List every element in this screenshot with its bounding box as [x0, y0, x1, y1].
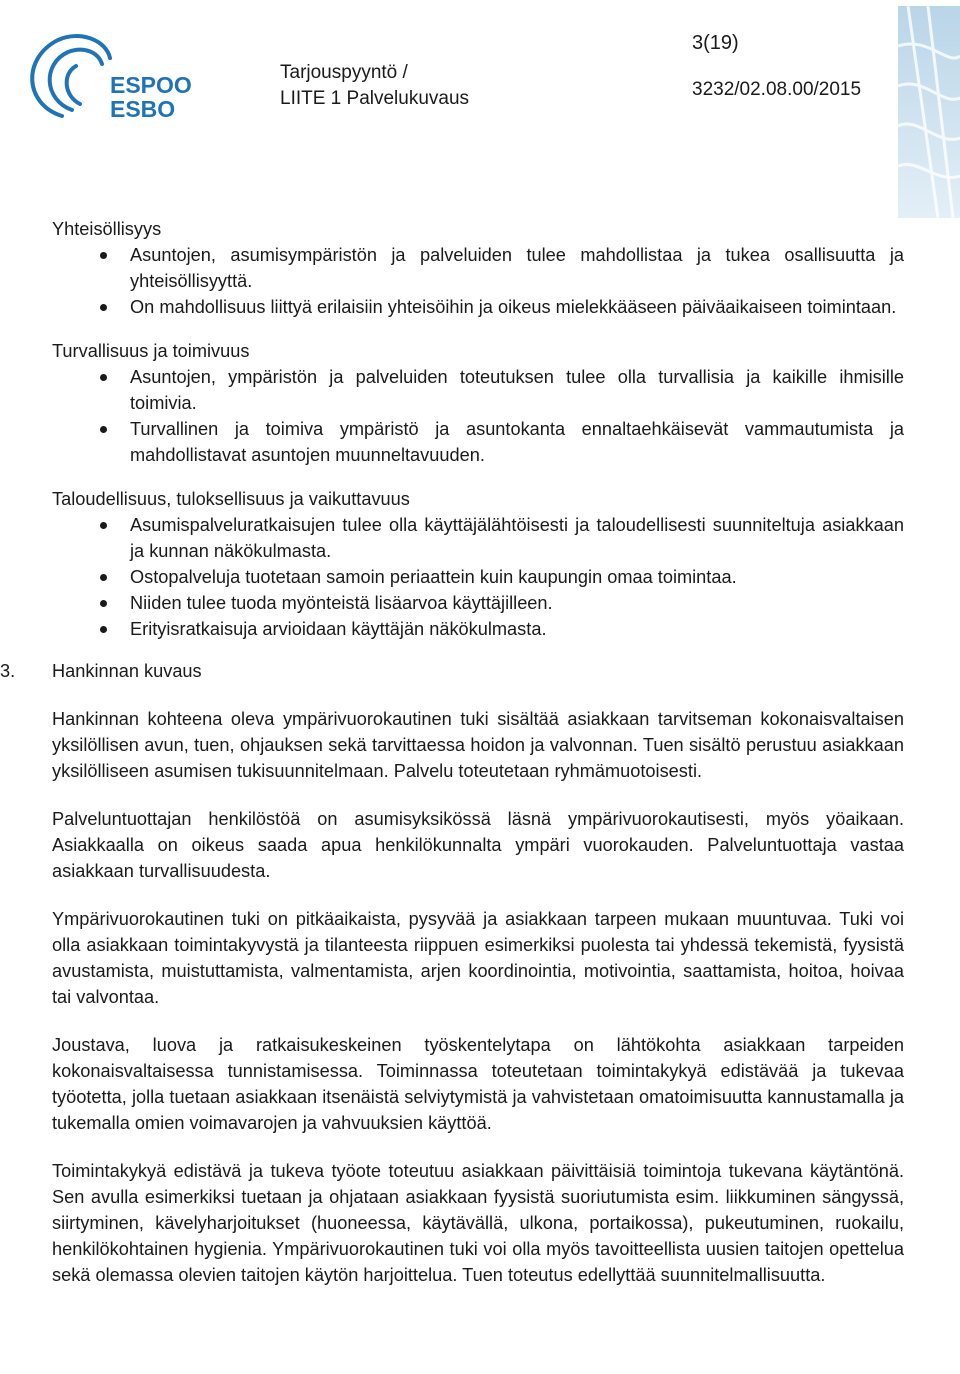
bullet-list: [52, 242, 904, 320]
org-name-sv: ESBO: [110, 96, 176, 122]
paragraph: Ympärivuorokautinen tuki on pitkäaikaista, pysyvää ja asiakkaan tarpeen mukaan muuntuvaa. Tuki voi olla asiakkaan toimintakyvystä ja tilanteesta riippuen esimerkiksi puolesta tai yhdessä tekemistä, fyysistä avustamista, muistuttamista, valmentamista, arjen koordinointia, motivointia, saattamista, hoitoa, hoivaa tai valvontaa.: [52, 909, 904, 1007]
list-item: Asuntojen, asumisympäristön ja palveluiden tulee mahdollistaa ja tukea osallisuutta ja yhteisöllisyyttä.: [52, 242, 904, 294]
bullet-list: [52, 512, 904, 642]
corner-graphic: [898, 6, 960, 223]
list-item: Ostopalveluja tuotetaan samoin periaattein kuin kaupungin omaa toimintaa.: [52, 564, 904, 590]
chapter-heading: [0, 658, 904, 684]
list-item: Asumispalveluratkaisujen tulee olla käyttäjälähtöisesti ja taloudellisesti suunniteltuja asiakkaan ja kunnan näkökulmasta.: [52, 512, 904, 564]
espoo-esbo-logo: [18, 18, 208, 133]
list-item: Turvallinen ja toimiva ympäristö ja asuntokanta ennaltaehkäisevät vammautumista ja mahdollistavat asuntojen muunneltavuuden.: [52, 416, 904, 468]
paragraph: Palveluntuottajan henkilöstöä on asumisyksikössä läsnä ympärivuorokautisesti, myös yöaikaan. Asiakkaalla on oikeus saada apua henkilökunnalta ympäri vuorokauden. Palveluntuottaja vastaa asiakkaan turvallisuudesta.: [52, 809, 904, 881]
bullet-list: [52, 364, 904, 468]
paragraph: Hankinnan kohteena oleva ympärivuorokautinen tuki sisältää asiakkaan tarvitseman kokonaisvaltaisen yksilöllisen avun, tuen, ohjauksen sekä tarvittaessa hoidon ja valvonnan. Tuen sisältö perustuu asiakkaan yksilölliseen asumisen tukisuunnitelmaan. Palvelu toteutetaan ryhmämuotoisesti.: [52, 709, 904, 781]
list-item: Niiden tulee tuoda myönteistä lisäarvoa käyttäjilleen.: [52, 590, 904, 616]
bullet-icon: [100, 304, 107, 311]
list-item: Asuntojen, ympäristön ja palveluiden toteutuksen tulee olla turvallisia ja kaikille ihmisille toimivia.: [52, 364, 904, 416]
document-type: Tarjouspyyntö /: [280, 62, 408, 83]
section-title: Turvallisuus ja toimivuus: [52, 341, 250, 361]
page-number: 3(19): [692, 32, 739, 54]
list-item: On mahdollisuus liittyä erilaisiin yhteisöihin ja oikeus mielekkääseen päiväaikaiseen toimintaan.: [52, 294, 904, 320]
bullet-icon: [100, 626, 107, 633]
reference-number: 3232/02.08.00/2015: [692, 79, 862, 100]
section-title: Taloudellisuus, tuloksellisuus ja vaikuttavuus: [52, 489, 410, 509]
paragraph: Toimintakykyä edistävä ja tukeva työote toteutuu asiakkaan päivittäisiä toimintoja tukevana käytäntönä. Sen avulla esimerkiksi tuetaan ja ohjataan asiakkaan fyysistä suoriutumista esim. liikkuminen sängyssä, siirtyminen, kävelyharjoitukset (huoneessa, käytävällä, ulkona, portaikossa), pukeutuminen, ruokailu, henkilökohtainen hygienia. Ympärivuorokautinen tuki voi olla myös tavoitteellista uusien taitojen opettelua sekä olemassa olevien taitojen käytön harjoittelua. Tuen toteutus edellyttää suunnitelmallisuutta.: [52, 1161, 904, 1285]
chapter-number: 3.: [0, 661, 16, 681]
chapter-title: Hankinnan kuvaus: [52, 661, 202, 681]
document-meta: [692, 32, 861, 101]
section-yhteisollisyys: [52, 216, 904, 320]
paragraph: Joustava, luova ja ratkaisukeskeinen työskentelytapa on lähtökohta asiakkaan tarpeiden kokonaisvaltaisessa tunnistamisessa. Toiminnassa toteutetaan toimintakykyä edistävää ja tukevaa työotetta, jolla tuetaan asiakkaan itsenäistä selviytymistä ja vahvistetaan omatoimisuutta kannustamalla ja tukemalla omien voimavarojen ja vahvuuksien käyttöä.: [52, 1035, 904, 1133]
bullet-icon: [100, 252, 107, 259]
document-title: LIITE 1 Palvelukuvaus: [280, 88, 470, 109]
document-title-block: [280, 60, 469, 112]
bullet-icon: [100, 522, 107, 529]
list-item: Erityisratkaisuja arvioidaan käyttäjän näkökulmasta.: [52, 616, 904, 642]
section-taloudellisuus: [52, 486, 904, 642]
bullet-icon: [100, 600, 107, 607]
org-name-fi: ESPOO: [110, 72, 192, 98]
section-turvallisuus: [52, 338, 904, 468]
document-body: [0, 216, 904, 1288]
section-title: Yhteisöllisyys: [52, 219, 162, 239]
bullet-icon: [100, 374, 107, 381]
bullet-icon: [100, 426, 107, 433]
bullet-icon: [100, 574, 107, 581]
